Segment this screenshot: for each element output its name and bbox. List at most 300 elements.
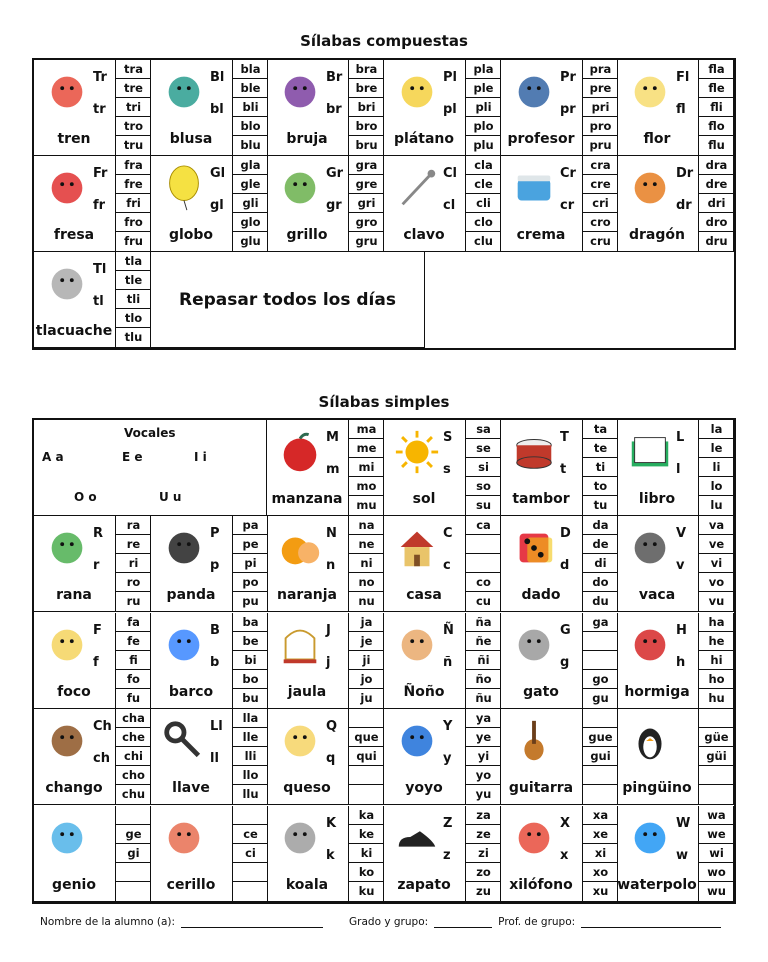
syllable-card: [501, 516, 618, 612]
syllable: dra: [699, 156, 734, 175]
card-word: profesor: [507, 131, 575, 147]
syllable-column: [115, 709, 151, 804]
syllable: fe: [116, 632, 151, 651]
lowercase-letter: bl: [210, 102, 224, 117]
teacher-icon: [509, 68, 559, 116]
syllable-card: [617, 516, 734, 612]
syllable: ni: [349, 554, 384, 573]
koala-icon: [275, 814, 325, 862]
syllable: so: [466, 477, 501, 496]
syllable: me: [349, 439, 384, 458]
card-picture: [42, 164, 92, 212]
syllable: bre: [349, 79, 384, 98]
card-picture: [392, 68, 442, 116]
name-label: Nombre de la alumno (a):: [40, 916, 176, 928]
uppercase-letter: Bl: [210, 70, 225, 85]
syllable: vi: [699, 554, 734, 573]
syllable: ñi: [466, 651, 501, 670]
syllable: [233, 806, 268, 825]
syllable: pu: [242, 594, 259, 608]
lowercase-letter: dr: [676, 198, 692, 213]
card-picture: [275, 164, 325, 212]
syllable: fri: [116, 194, 151, 213]
syllable-card: [267, 806, 384, 902]
syllable-column: [348, 420, 384, 515]
teacher-label: Prof. de grupo:: [498, 916, 576, 928]
card-word: cerillo: [166, 877, 216, 893]
card-picture: [392, 164, 442, 212]
cage-icon: [275, 621, 325, 669]
syllable: fra: [116, 156, 151, 175]
syllable-card: [151, 709, 268, 805]
syllable: cha: [116, 709, 151, 728]
uppercase-letter: H: [676, 623, 687, 638]
syllable: li: [699, 458, 734, 477]
syllable: du: [592, 594, 609, 608]
uppercase-letter: V: [676, 526, 687, 541]
syllable: he: [699, 632, 734, 651]
card-word: tambor: [512, 491, 570, 507]
syllable-column: [465, 806, 501, 901]
uppercase-letter: Gl: [210, 166, 226, 181]
syllable: fu: [126, 691, 141, 705]
card-picture: [159, 717, 209, 765]
syllable: pru: [589, 138, 612, 152]
syllable: ñe: [466, 632, 501, 651]
syllable: ba: [233, 613, 268, 632]
uppercase-letter: K: [326, 816, 337, 831]
card-picture: [392, 621, 442, 669]
syllable: gro: [349, 213, 384, 232]
lowercase-letter: pr: [560, 102, 576, 117]
lowercase-letter: br: [326, 102, 342, 117]
syllable-column: [115, 806, 151, 901]
syllable: wi: [699, 844, 734, 863]
card-picture: [625, 621, 675, 669]
syllable: zo: [466, 863, 501, 882]
card-picture: [275, 717, 325, 765]
syllable: fi: [116, 651, 151, 670]
syllable: no: [349, 573, 384, 592]
syllable: se: [466, 439, 501, 458]
lowercase-letter: gl: [210, 198, 224, 213]
lowercase-letter: cl: [443, 198, 456, 213]
syllable: clo: [466, 213, 501, 232]
syllable: pla: [466, 60, 501, 79]
syllable: mu: [356, 498, 377, 512]
lowercase-letter: n: [326, 558, 336, 573]
lowercase-letter: b: [210, 655, 220, 670]
syllable-column: [698, 516, 734, 611]
lowercase-letter: fr: [93, 198, 106, 213]
syllable-card: [617, 156, 734, 252]
syllable: sa: [466, 420, 501, 439]
syllable-column: [348, 516, 384, 611]
syllable: [699, 785, 734, 804]
lowercase-letter: l: [676, 462, 681, 477]
syllable: tru: [123, 138, 144, 152]
banana-icon: [392, 68, 442, 116]
syllable: ko: [349, 863, 384, 882]
card-word: tlacuache: [35, 323, 113, 339]
lowercase-letter: cr: [560, 198, 575, 213]
syllable: bo: [233, 670, 268, 689]
syllable-column: [698, 420, 734, 515]
card-word: casa: [406, 587, 442, 603]
syllable: be: [233, 632, 268, 651]
syllable: tli: [116, 290, 151, 309]
uppercase-letter: Gr: [326, 166, 344, 181]
vowel-pair: A a: [42, 450, 64, 464]
card-word: genio: [52, 877, 96, 893]
syllable: ca: [466, 516, 501, 535]
syllable: te: [583, 439, 618, 458]
witch-icon: [275, 68, 325, 116]
uppercase-letter: F: [93, 623, 102, 638]
card-picture: [509, 428, 559, 476]
card-picture: [42, 68, 92, 116]
syllable-column: [465, 156, 501, 251]
syllable-card: [151, 516, 268, 612]
syllable-card: [384, 516, 501, 612]
card-picture: [42, 717, 92, 765]
syllable: glo: [233, 213, 268, 232]
vowel-pair: E e: [122, 450, 143, 464]
syllable: [466, 535, 501, 554]
syllable: yo: [466, 766, 501, 785]
simple-syllables-grid: [32, 418, 736, 904]
card-word: dragón: [629, 227, 685, 243]
syllable: wu: [707, 884, 726, 898]
card-picture: [625, 164, 675, 212]
card-word: crema: [516, 227, 566, 243]
vowel-pair: I i: [194, 450, 207, 464]
syllable-card: [267, 156, 384, 252]
syllable-card: [34, 613, 151, 709]
card-word: plátano: [394, 131, 454, 147]
syllable: blu: [240, 138, 261, 152]
syllable: ga: [583, 613, 618, 632]
drum-icon: [509, 428, 559, 476]
syllable: pra: [583, 60, 618, 79]
apple-icon: [275, 428, 325, 476]
card-picture: [509, 68, 559, 116]
syllable: ze: [466, 825, 501, 844]
uppercase-letter: Pl: [443, 70, 457, 85]
lowercase-letter: s: [443, 462, 451, 477]
syllable-card: [384, 156, 501, 252]
syllable: tu: [593, 498, 608, 512]
name-field[interactable]: [181, 915, 323, 928]
syllable: hu: [708, 691, 725, 705]
lowercase-letter: k: [326, 848, 335, 863]
card-word: flor: [643, 131, 671, 147]
card-word: blusa: [169, 131, 213, 147]
card-word: fresa: [53, 227, 95, 243]
syllable-column: [698, 613, 734, 708]
card-picture: [392, 814, 442, 862]
strawberry-icon: [42, 164, 92, 212]
xylophone-icon: [509, 814, 559, 862]
syllable: pi: [233, 554, 268, 573]
student-info-footer: [40, 915, 721, 928]
syllable-column: [232, 516, 268, 611]
syllable: que: [349, 728, 384, 747]
syllable-card: [267, 60, 384, 156]
card-word: manzana: [271, 491, 343, 507]
lowercase-letter: x: [560, 848, 569, 863]
uppercase-letter: R: [93, 526, 104, 541]
lowercase-letter: m: [326, 462, 340, 477]
lowercase-letter: r: [93, 558, 100, 573]
syllable: da: [583, 516, 618, 535]
card-word: gato: [523, 684, 559, 700]
syllable-column: [465, 613, 501, 708]
syllable: mi: [349, 458, 384, 477]
card-word: zapato: [397, 877, 451, 893]
syllable: tla: [116, 252, 151, 271]
lowercase-letter: y: [443, 751, 452, 766]
syllable-column: [115, 156, 151, 251]
syllable: wo: [699, 863, 734, 882]
lowercase-letter: q: [326, 751, 336, 766]
syllable-column: [232, 613, 268, 708]
card-word: koala: [285, 877, 329, 893]
compound-syllables-grid: [32, 58, 736, 350]
simple-title: Sílabas simples: [318, 393, 450, 411]
card-word: panda: [166, 587, 216, 603]
syllable: yi: [466, 747, 501, 766]
syllable: ji: [349, 651, 384, 670]
lowercase-letter: ll: [210, 751, 219, 766]
grade-label: Grado y grupo:: [349, 916, 429, 928]
uppercase-letter: G: [560, 623, 571, 638]
card-word: foco: [57, 684, 91, 700]
syllable: güe: [699, 728, 734, 747]
uppercase-letter: Tl: [93, 262, 107, 277]
teacher-field[interactable]: [581, 915, 721, 928]
syllable-card: [384, 613, 501, 709]
uppercase-letter: S: [443, 430, 453, 445]
syllable: ñu: [475, 691, 492, 705]
syllable: ro: [116, 573, 151, 592]
syllable: güi: [699, 747, 734, 766]
lowercase-letter: z: [443, 848, 451, 863]
uppercase-letter: Q: [326, 719, 338, 734]
syllable-card: [267, 420, 384, 516]
syllable: hi: [699, 651, 734, 670]
syllable: blo: [233, 117, 268, 136]
syllable: [233, 863, 268, 882]
card-picture: [159, 164, 209, 212]
syllable-card: [501, 60, 618, 156]
syllable: bla: [233, 60, 268, 79]
syllable-column: [465, 420, 501, 515]
syllable: ple: [466, 79, 501, 98]
syllable: fa: [116, 613, 151, 632]
syllable: bi: [233, 651, 268, 670]
syllable: gu: [592, 691, 609, 705]
syllable: gle: [233, 175, 268, 194]
card-word: jaula: [287, 684, 327, 700]
syllable: ri: [116, 554, 151, 573]
card-picture: [159, 814, 209, 862]
vowel-pair: O o: [74, 490, 97, 504]
guitar-icon: [509, 717, 559, 765]
syllable: la: [699, 420, 734, 439]
card-picture: [275, 524, 325, 572]
syllable: bu: [242, 691, 259, 705]
uppercase-letter: Ll: [210, 719, 223, 734]
syllable-column: [348, 709, 384, 804]
syllable: le: [699, 439, 734, 458]
ant-icon: [625, 621, 675, 669]
card-word: guitarra: [508, 780, 574, 796]
cow-icon: [625, 524, 675, 572]
syllable-column: [465, 709, 501, 804]
syllable: pre: [583, 79, 618, 98]
syllable: qui: [349, 747, 384, 766]
syllable: glu: [240, 234, 261, 248]
syllable-card: [34, 60, 151, 156]
orange-icon: [275, 524, 325, 572]
grade-field[interactable]: [434, 915, 492, 928]
card-word: waterpolo: [617, 877, 697, 893]
card-word: sol: [412, 491, 436, 507]
syllable: llo: [233, 766, 268, 785]
syllable-column: [582, 420, 618, 515]
syllable: bra: [349, 60, 384, 79]
syllable: [699, 766, 734, 785]
syllable: de: [583, 535, 618, 554]
lowercase-letter: ch: [93, 751, 110, 766]
syllable: pe: [233, 535, 268, 554]
syllable: ja: [349, 613, 384, 632]
card-word: chango: [45, 780, 103, 796]
syllable: lli: [233, 747, 268, 766]
syllable: ce: [233, 825, 268, 844]
card-picture: [509, 814, 559, 862]
syllable: lla: [233, 709, 268, 728]
uppercase-letter: X: [560, 816, 571, 831]
syllable: ke: [349, 825, 384, 844]
syllable: we: [699, 825, 734, 844]
syllable: [583, 785, 618, 804]
syllable-card: [34, 709, 151, 805]
card-word: libro: [638, 491, 676, 507]
syllable-card: [501, 806, 618, 902]
syllable: gre: [349, 175, 384, 194]
syllable: ve: [699, 535, 734, 554]
syllable-card: [34, 516, 151, 612]
syllable: ru: [126, 594, 141, 608]
lowercase-letter: v: [676, 558, 685, 573]
syllable-card: [501, 613, 618, 709]
syllable: [116, 882, 151, 901]
syllable: lu: [710, 498, 723, 512]
card-word: globo: [168, 227, 214, 243]
syllable: ju: [360, 691, 373, 705]
syllable-card: [617, 806, 734, 902]
syllable: flu: [708, 138, 725, 152]
syllable-card: [267, 613, 384, 709]
card-picture: [275, 814, 325, 862]
uppercase-letter: Ñ: [443, 623, 454, 638]
syllable: do: [583, 573, 618, 592]
card-picture: [509, 524, 559, 572]
card-picture: [159, 68, 209, 116]
syllable-card: [267, 516, 384, 612]
syllable: fle: [699, 79, 734, 98]
syllable: gi: [116, 844, 151, 863]
syllable-card: [151, 60, 268, 156]
syllable: re: [116, 535, 151, 554]
syllable: cu: [475, 594, 491, 608]
syllable: ti: [583, 458, 618, 477]
syllable: za: [466, 806, 501, 825]
vowels-card: [34, 420, 267, 516]
syllable: fru: [124, 234, 143, 248]
bulb-icon: [42, 621, 92, 669]
syllable: fla: [699, 60, 734, 79]
syllable: mo: [349, 477, 384, 496]
syllable: ra: [116, 516, 151, 535]
monkey-icon: [42, 717, 92, 765]
syllable-card: [384, 60, 501, 156]
card-picture: [625, 68, 675, 116]
lowercase-letter: t: [560, 462, 567, 477]
uppercase-letter: Pr: [560, 70, 576, 85]
syllable: [466, 554, 501, 573]
syllable-column: [698, 60, 734, 155]
syllable: ta: [583, 420, 618, 439]
card-word: xilófono: [509, 877, 573, 893]
lowercase-letter: c: [443, 558, 451, 573]
syllable-card: [617, 709, 734, 805]
waterpolo-icon: [625, 814, 675, 862]
cheese-icon: [275, 717, 325, 765]
syllable: bri: [349, 98, 384, 117]
key-icon: [159, 717, 209, 765]
uppercase-letter: Fl: [676, 70, 690, 85]
syllable: ho: [699, 670, 734, 689]
card-word: dado: [521, 587, 561, 603]
card-picture: [275, 428, 325, 476]
syllable: tre: [116, 79, 151, 98]
syllable: tra: [116, 60, 151, 79]
compound-title: Sílabas compuestas: [300, 32, 468, 50]
card-picture: [392, 428, 442, 476]
syllable: xu: [592, 884, 609, 898]
uppercase-letter: Fr: [93, 166, 108, 181]
card-picture: [625, 524, 675, 572]
syllable: [116, 863, 151, 882]
syllable-column: [348, 156, 384, 251]
card-word: yoyo: [405, 780, 443, 796]
syllable-column: [115, 252, 151, 347]
syllable: gui: [583, 747, 618, 766]
syllable: ka: [349, 806, 384, 825]
syllable-column: [348, 613, 384, 708]
lowercase-letter: g: [560, 655, 570, 670]
syllable: chi: [116, 747, 151, 766]
syllable-card: [617, 60, 734, 156]
syllable: che: [116, 728, 151, 747]
lowercase-letter: gr: [326, 198, 342, 213]
syllable: [583, 632, 618, 651]
uppercase-letter: W: [676, 816, 691, 831]
syllable: plo: [466, 117, 501, 136]
